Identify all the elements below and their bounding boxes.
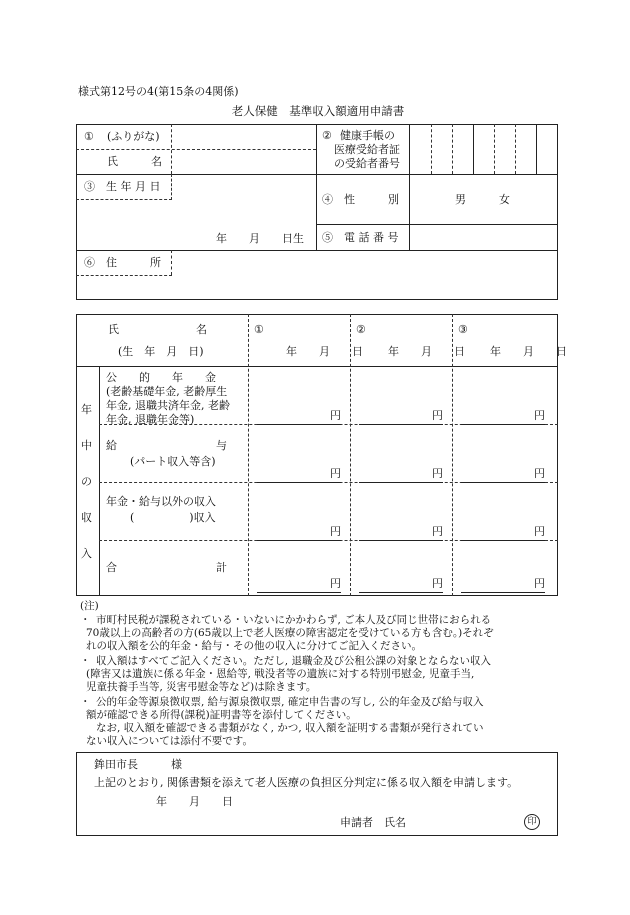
sex-label: ④ 性 別 — [322, 193, 399, 206]
notes-heading: (注) — [80, 600, 99, 612]
yen-other-2: 円 — [432, 525, 443, 538]
address-label: ⑥ 住 所 — [84, 256, 161, 269]
name-label: 氏 名 — [107, 155, 162, 168]
note-3-line-3: なお, 収入額を確認できる書類がなく, かつ, 収入額を証明する書類が発行されてい — [96, 722, 484, 734]
col2-date: 年 月 日 — [388, 345, 465, 358]
yen-total-3: 円 — [534, 577, 545, 590]
birth-header: (生 年 月 日) — [118, 345, 204, 358]
note-3-line-2: 額が確認できる所得(課税)証明書等を添付してください。 — [86, 709, 357, 721]
furigana-label: (ふりがな) — [107, 130, 160, 143]
col1-number: ① — [254, 323, 264, 336]
health-label-3: の受給者番号 — [334, 157, 400, 170]
row-salary-sub: (パート収入等含) — [130, 455, 216, 468]
yen-pension-3: 円 — [534, 409, 545, 422]
addressee: 鉾田市長 様 — [94, 758, 182, 771]
yen-pension-1: 円 — [330, 409, 341, 422]
receiver-number-field[interactable] — [410, 126, 557, 173]
yen-salary-2: 円 — [432, 467, 443, 480]
birth-suffix: 年 月 日生 — [216, 232, 304, 245]
row-pension-title: 公 的 年 金 — [106, 371, 216, 384]
name-field[interactable] — [172, 151, 315, 173]
note-1-line-1: 市町村民税が課税されている・いないにかかわらず, ご本人及び同じ世帯におられる — [96, 614, 492, 626]
row-pension-sub-3: 年金, 退職年金等) — [106, 413, 195, 426]
birth-label: ③ 生 年 月 日 — [84, 180, 161, 193]
row-pension-sub-2: 年金, 退職共済年金, 老齢 — [106, 399, 230, 412]
name-number: ① — [84, 130, 94, 143]
applicant-name-field[interactable] — [420, 812, 520, 830]
notes-section — [80, 600, 558, 614]
application-statement: 上記のとおり, 関係書類を添えて老人医療の負担区分判定に係る収入額を申請します。 — [94, 776, 519, 789]
row-other-sub: ( )収入 — [130, 511, 216, 524]
birth-date-field[interactable] — [80, 202, 314, 248]
sex-options[interactable]: 男 女 — [455, 193, 510, 206]
col3-number: ③ — [458, 323, 468, 336]
health-number: ② — [322, 129, 332, 142]
note-2-line-2: (障害又は遺族に係る年金・恩給等, 戦没者等の遺族に対する特別弔慰金, 児童手当, — [86, 668, 475, 680]
furigana-field[interactable] — [172, 126, 315, 148]
col2-number: ② — [356, 323, 366, 336]
health-label-2: 医療受給者証 — [334, 143, 400, 156]
yen-other-3: 円 — [534, 525, 545, 538]
row-salary-title: 給 与 — [106, 439, 227, 452]
row-other-title: 年金・給与以外の収入 — [106, 495, 216, 508]
yen-total-1: 円 — [330, 577, 341, 590]
row-pension-sub-1: (老齢基礎年金, 老齢厚生 — [106, 385, 228, 398]
bullet-2: ・ — [80, 655, 91, 667]
note-1-line-2: 70歳以上の高齢者の方(65歳以上で老人医療の障害認定を受けている方も含む。)それぞ — [86, 627, 494, 639]
name-header: 氏 名 — [108, 323, 207, 336]
form-title: 老人保健 基準収入額適用申請書 — [231, 104, 405, 118]
phone-label: ⑤ 電 話 番 号 — [322, 231, 399, 244]
note-1-line-3: れの収入額を公的年金・給与・その他の収入に分けてご記入ください。 — [86, 640, 422, 652]
row-total-title: 合 計 — [106, 561, 227, 574]
yen-salary-1: 円 — [330, 467, 341, 480]
seal-mark: 印 — [524, 814, 540, 830]
applicant-name-label: 申請者 氏名 — [340, 816, 406, 829]
col3-date: 年 月 日 — [490, 345, 567, 358]
yen-pension-2: 円 — [432, 409, 443, 422]
bullet-3: ・ — [80, 696, 91, 708]
side-char-1: 年 — [81, 403, 92, 416]
bullet-1: ・ — [80, 614, 91, 626]
phone-field[interactable] — [410, 226, 557, 249]
note-2-line-1: 収入額はすべてご記入ください。ただし, 退職金及び公租公課の対象とならない収入 — [96, 655, 491, 667]
side-char-4: 収 — [81, 511, 92, 524]
note-3-line-1: 公的年金等源泉徴収票, 給与源泉徴収票, 確定申告書の写し, 公的年金及び給与収入 — [96, 696, 484, 708]
note-3-line-4: ない収入については添付不要です。 — [86, 735, 253, 747]
side-char-5: 入 — [81, 547, 92, 560]
side-char-3: の — [81, 475, 92, 488]
form-number: 様式第12号の4(第15条の4関係) — [78, 85, 239, 98]
note-2-line-3: 児童扶養手当等, 災害弔慰金等など)は除きます。 — [86, 681, 317, 693]
yen-salary-3: 円 — [534, 467, 545, 480]
address-field[interactable] — [80, 278, 556, 299]
col1-date: 年 月 日 — [286, 345, 363, 358]
side-char-2: 中 — [81, 439, 92, 452]
yen-total-2: 円 — [432, 577, 443, 590]
yen-other-1: 円 — [330, 525, 341, 538]
health-label-1: 健康手帳の — [340, 129, 395, 142]
application-date[interactable]: 年 月 日 — [156, 795, 233, 808]
